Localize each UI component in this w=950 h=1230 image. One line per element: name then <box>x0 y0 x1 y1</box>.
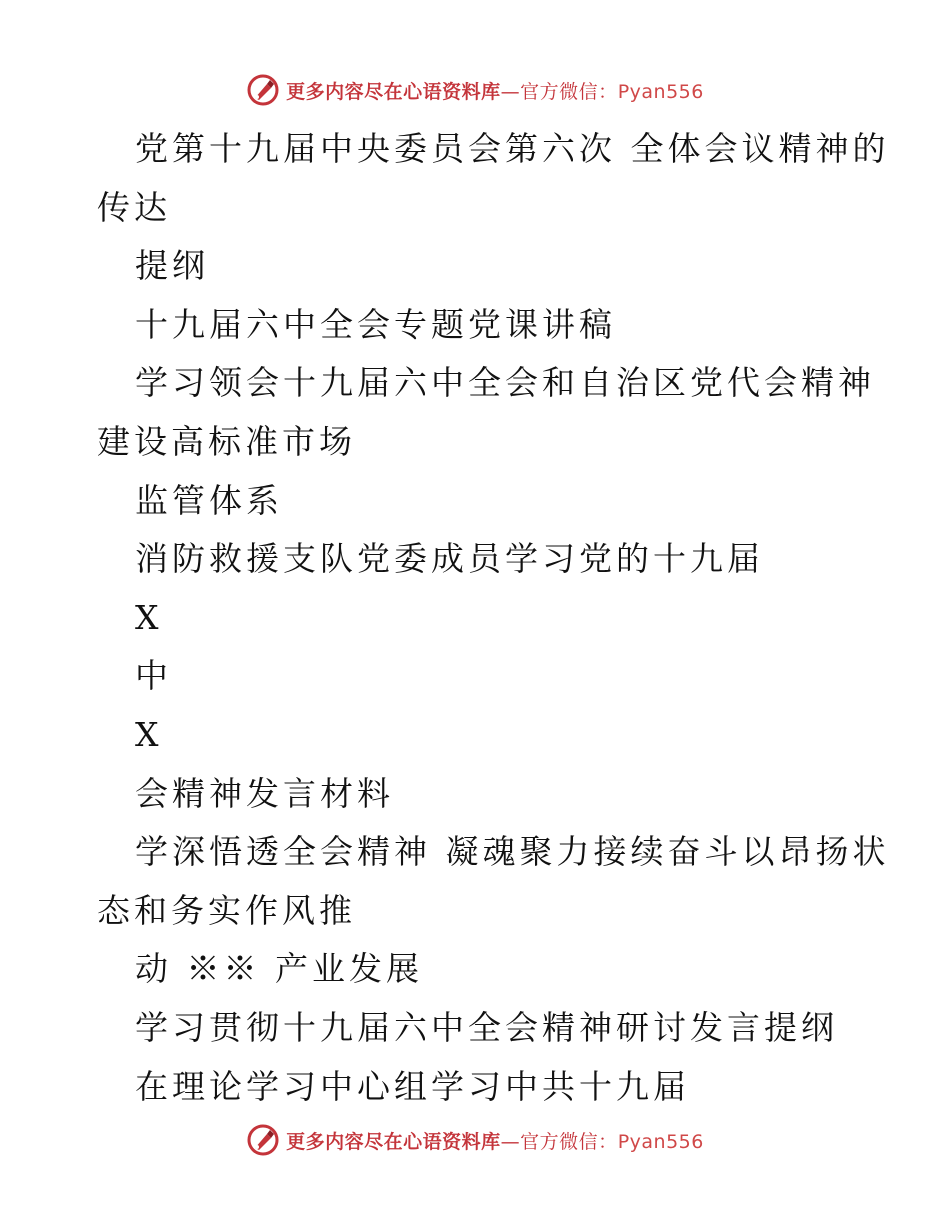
document-line: X <box>135 597 163 637</box>
document-line: X <box>135 714 163 754</box>
document-line: 态和务实作风推 <box>97 890 356 930</box>
banner-handle: Pyan556 <box>617 80 704 103</box>
pen-logo-icon <box>246 73 280 107</box>
pen-logo-icon <box>246 1123 280 1157</box>
document-line: 在理论学习中心组学习中共十九届 <box>135 1066 690 1106</box>
footer-watermark-banner <box>0 1120 950 1160</box>
banner-brand: 更多内容尽在心语资料库 <box>286 1130 501 1153</box>
document-line: 动 ※※ 产业发展 <box>135 949 423 989</box>
document-line: 中 <box>135 656 172 696</box>
document-line: 学习贯彻十九届六中全会精神研讨发言提纲 <box>135 1007 838 1047</box>
document-line: 建设高标准市场 <box>97 421 356 461</box>
document-line: 十九届六中全会专题党课讲稿 <box>135 304 616 344</box>
header-watermark-banner <box>0 70 950 110</box>
document-line: 党第十九届中央委员会第六次 全体会议精神的 <box>135 129 890 168</box>
document-line: 监管体系 <box>135 480 283 520</box>
banner-text <box>286 77 704 104</box>
document-line: 学习领会十九届六中全会和自治区党代会精神 <box>135 363 875 403</box>
banner-handle: Pyan556 <box>617 1130 704 1153</box>
document-line: 消防救援支队党委成员学习党的十九届 <box>135 539 764 579</box>
banner-wechat-label: 官方微信： <box>520 1130 618 1153</box>
banner-separator: — <box>500 80 521 103</box>
document-body <box>97 120 890 1116</box>
banner-text <box>286 1127 704 1154</box>
banner-separator: — <box>500 1130 521 1153</box>
banner-wechat-label: 官方微信： <box>520 80 618 103</box>
document-line: 提纲 <box>135 246 209 286</box>
banner-brand: 更多内容尽在心语资料库 <box>286 80 501 103</box>
document-line: 学深悟透全会精神 凝魂聚力接续奋斗以昂扬状 <box>135 832 890 872</box>
document-line: 会精神发言材料 <box>135 773 394 813</box>
document-line: 传达 <box>97 187 171 227</box>
